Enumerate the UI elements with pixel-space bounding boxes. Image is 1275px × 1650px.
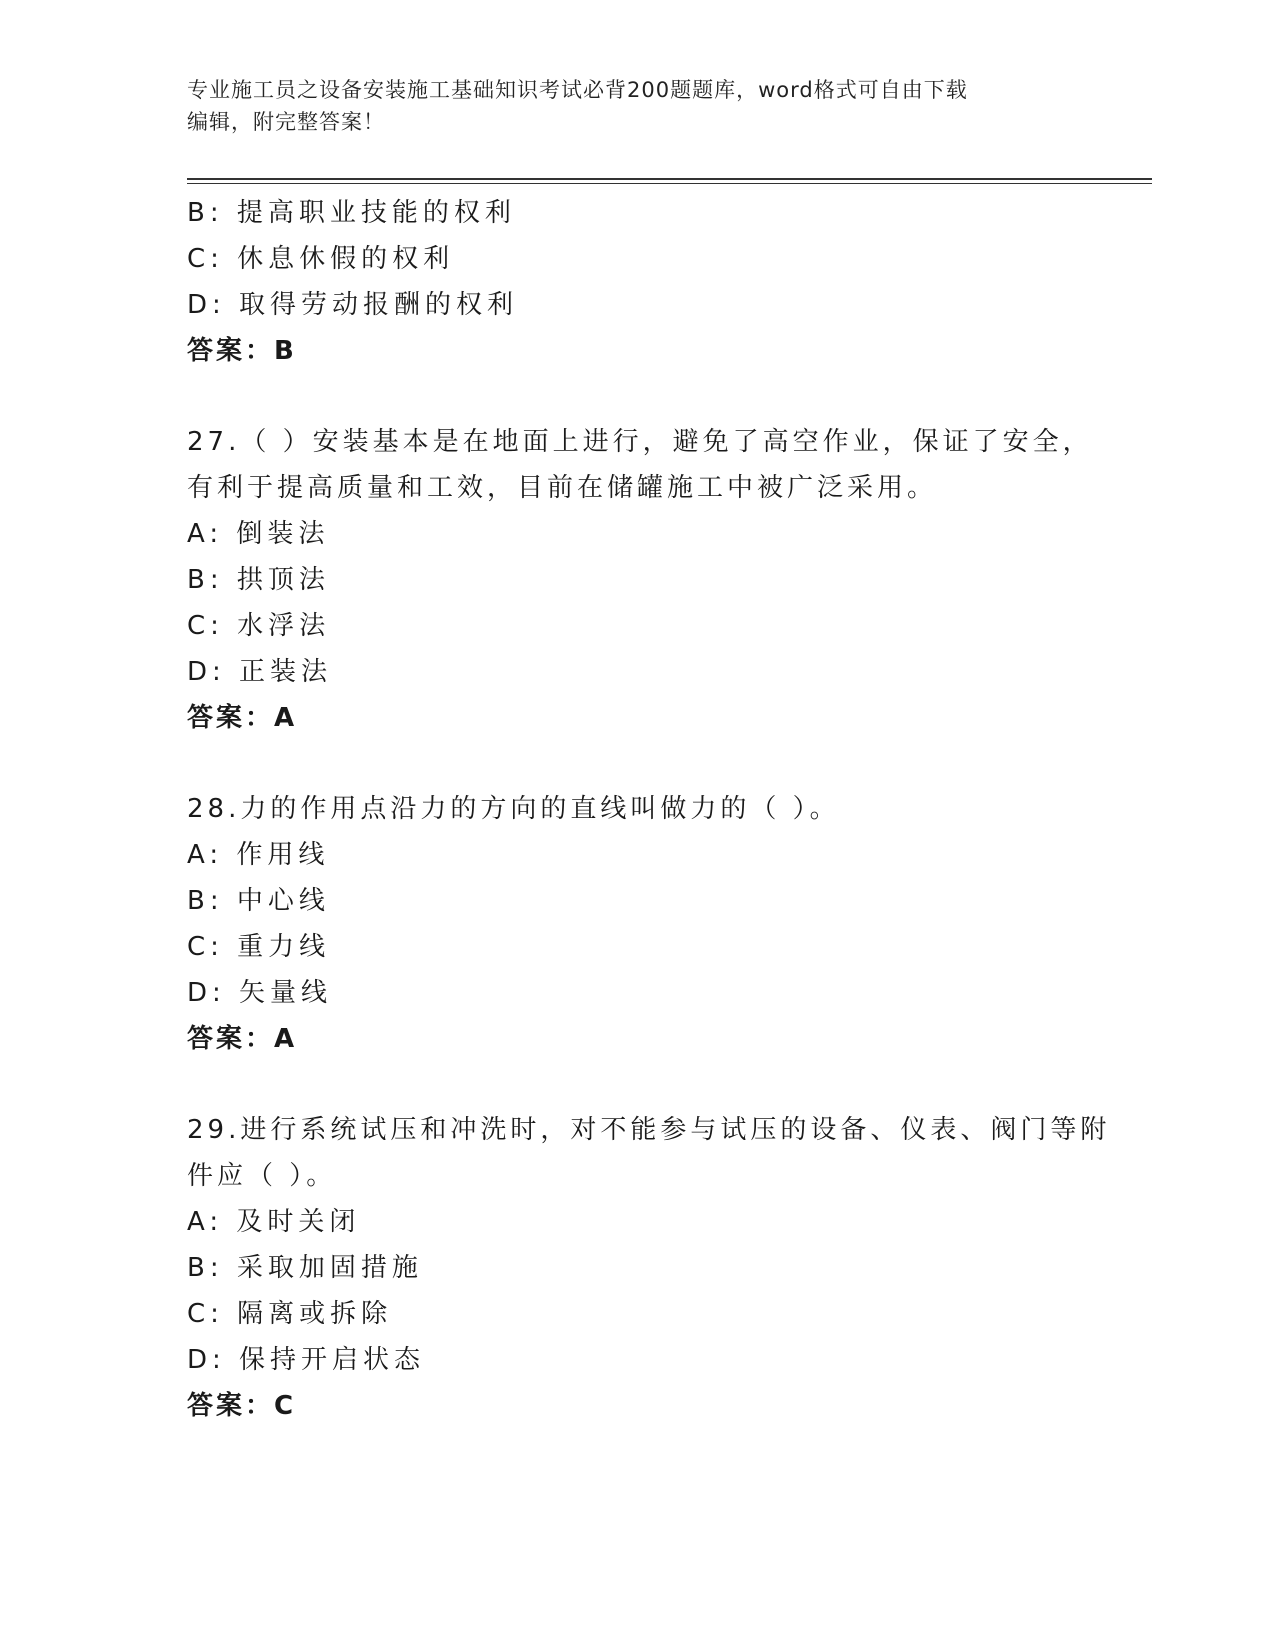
- question-spacer: [187, 374, 1087, 419]
- carryover-question-block: [187, 190, 1087, 374]
- answer-line: 答案：B: [187, 336, 297, 366]
- option-a: A: 倒装法: [187, 519, 330, 549]
- question-spacer: [187, 741, 1087, 786]
- option-d: D: 取得劳动报酬的权利: [187, 290, 519, 320]
- question-text-line: 27.（ ）安装基本是在地面上进行，避免了高空作业，保证了安全，: [187, 427, 1093, 457]
- option-d: D: 矢量线: [187, 978, 333, 1008]
- header-divider-thin: [187, 183, 1152, 184]
- question-content: [187, 190, 1111, 1429]
- option-b: B: 提高职业技能的权利: [187, 198, 516, 228]
- question-text-line: 29.进行系统试压和冲洗时，对不能参与试压的设备、仪表、阀门等附: [187, 1115, 1111, 1145]
- question-text-line: 有利于提高质量和工效，目前在储罐施工中被广泛采用。: [187, 473, 938, 503]
- answer-line: 答案：A: [187, 703, 298, 733]
- question-block-27: [187, 419, 1093, 741]
- option-b: B: 拱顶法: [187, 565, 330, 595]
- option-d: D: 保持开启状态: [187, 1345, 426, 1375]
- answer-line: 答案：A: [187, 1024, 298, 1054]
- question-block-29: [187, 1107, 1111, 1429]
- question-text-line: 件应（ ）。: [187, 1161, 337, 1191]
- document-header: [187, 74, 1067, 138]
- question-spacer: [187, 1062, 1087, 1107]
- option-d: D: 正装法: [187, 657, 333, 687]
- answer-line: 答案：C: [187, 1391, 297, 1421]
- option-b: B: 中心线: [187, 886, 330, 916]
- option-b: B: 采取加固措施: [187, 1253, 423, 1283]
- option-c: C: 隔离或拆除: [187, 1299, 393, 1329]
- question-text-line: 28.力的作用点沿力的方向的直线叫做力的（ ）。: [187, 794, 840, 824]
- option-c: C: 休息休假的权利: [187, 244, 455, 274]
- header-title-line-1: 专业施工员之设备安装施工基础知识考试必背200题题库，word格式可自由下载: [187, 78, 968, 102]
- option-a: A: 及时关闭: [187, 1207, 361, 1237]
- option-c: C: 水浮法: [187, 611, 331, 641]
- header-divider-thick: [187, 178, 1152, 180]
- question-block-28: [187, 786, 1087, 1062]
- option-c: C: 重力线: [187, 932, 331, 962]
- option-a: A: 作用线: [187, 840, 330, 870]
- header-title-line-2: 编辑，附完整答案！: [187, 110, 385, 134]
